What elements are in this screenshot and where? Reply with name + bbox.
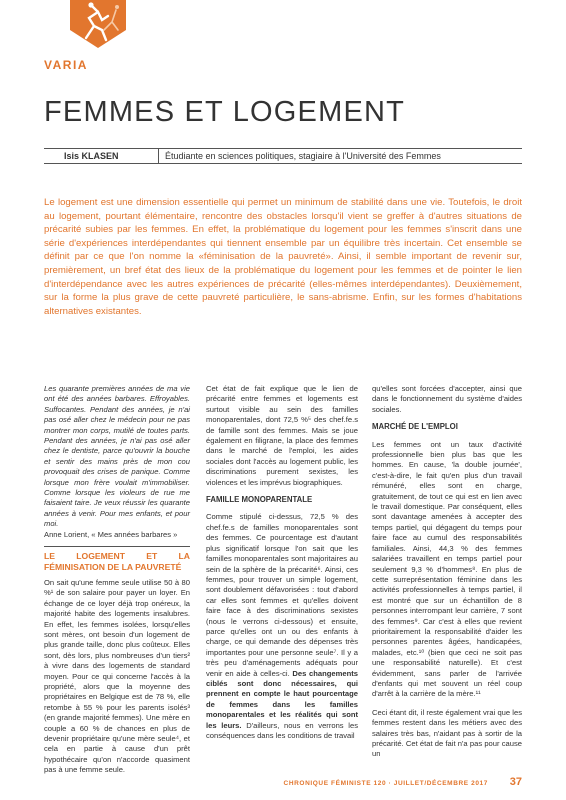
page-footer bbox=[280, 776, 522, 792]
epigraph-author: Anne Lorient, « Mes années barbares » bbox=[44, 529, 178, 539]
paragraph: qu'elles sont forcées d'accepter, ainsi que dans le fonctionnement du système d'aides sociales. bbox=[372, 384, 522, 414]
paragraph-text-end: D'ailleurs, nous en verrons les conséquences dans les conditions de travail bbox=[206, 720, 358, 740]
paragraph: Les femmes ont un taux d'activité professionnelle bien plus bas que les hommes. En cause, 'la double journée', c'est-à-dire, le fait qu'en plus d'un travail rémunéré, elles sont en charge, gratuitement, de tout ce qui est en lien avec le travail domestique. Par conséquent, elles sont davantage amenées à accepter des temps partiel, qui dégagent du temps pour faire face au cumul des responsabilités familiales. Ainsi, 44,3 % des femmes salariées travaillent en temps partiel pour seulement 9,3 % d'hommes⁸. En plus de cette surreprésentation féminine dans les activités professionnelles à temps partiel, il est montré que sur un échantillon de 8 personnes interrompant leur carrière, 7 sont des femmes⁹. Car c'est à elles que revient prioritairement la responsabilité d'aider les personnes parentes âgées, handicapées, malades, etc.¹⁰ (bien que ceci ne soit pas une responsabilité naturelle). Et c'est évidemment, sans parler de l'arrivée d'enfants qui met souvent un réel coup d'arrêt à la carrière de la mère.¹¹ bbox=[372, 439, 522, 699]
epigraph-quote: Les quarante premières années de ma vie ont été des années barbares. Effroyables. Suffocantes. Pendant des années, je n'ai pas osé aller chez le médecin pour ne pas montrer mon corps, mutilé de toutes parts. Pendant des années, je n'ai pas osé aller chez le dentiste, parce qu'ouvrir la bouche et sentir des mains près de mon cou provoquait des crises de panique. Comme lorsque mon frère voulait m'immobiliser. Comme lorsque les violeurs de rue me faisaient taire. Je veux réussir les quarante années à venir. Pour mes enfants, et pour moi. bbox=[44, 384, 190, 529]
page-number: 37 bbox=[509, 776, 522, 788]
column-1 bbox=[44, 384, 190, 776]
paragraph bbox=[206, 512, 358, 741]
column-2 bbox=[206, 384, 358, 741]
author-name: Isis KLASEN bbox=[64, 151, 119, 161]
author-affiliation: Étudiante en sciences politiques, stagiaire à l'Université des Femmes bbox=[158, 149, 441, 163]
section-heading-feminisation: LE LOGEMENT ET LA FÉMINISATION DE LA PAUVRETÉ bbox=[44, 546, 190, 572]
running-figures-emblem-icon bbox=[62, 0, 134, 48]
paragraph: Ceci étant dit, il reste également vrai que les femmes restent dans les métiers avec des salaires très bas, n'aidant pas à sortir de la précarité. Cet état de fait n'a pas pour cause un bbox=[372, 707, 522, 759]
section-heading-emploi: MARCHÉ DE L'EMPLOI bbox=[372, 422, 458, 432]
paragraph-text: Comme stipulé ci-dessus, 72,5 % des chef.fe.s de familles monoparentales sont des femmes. Ce pourcentage est d'autant plus significatif lorsque l'on sait que les familles monoparentales sont majoritaires au sein de la sphère de la précarité⁶. Ainsi, ces femmes, pour trouver un simple logement, sont doublement défavorisées : tout d'abord car elles sont femmes et qu'elles doivent faire face à des discriminations sexistes (nous le verrons ci-dessous) et ensuite, parce qu'elles ont un ou des enfants à charge, ce qui demande des dépenses très importantes pour une personne seule⁷. Il y a très peu d'aménagements adéquats pour venir en aide à celles-ci. bbox=[206, 512, 358, 678]
article-intro: Le logement est une dimension essentielle qui permet un minimum de stabilité dans une vie. Toutefois, le droit au logement, pourtant élémentaire, rencontre des obstacles lorsqu'il vient se greffer à d'autres situations de précarité subies par les femmes. En effet, la problématique du logement pour les femmes s'inscrit dans une série d'expériences interdépendantes qui tiennent ensemble par un équilibre très incertain. Cet ensemble se définit par ce que l'on nomme la «féminisation de la pauvreté». Ainsi, il semble important de revenir sur, premièrement, un bref état des lieux de la problématique du logement pour les femmes et de pointer le lien d'interdépendance avec les autres expériences de précarité (elles-mêmes interdépendantes). Deuxièmement, sur la forme la plus grave de cette pauvreté particulière, le sans-abrisme. Enfin, sur les formes d'habitations alternatives existantes. bbox=[44, 197, 522, 317]
paragraph-bold-text: Des changements ciblés sont donc nécessaires, qui prennent en compte le haut pourcentage de femmes dans les familles monoparentales et les réalités qui sont les leurs. bbox=[206, 668, 358, 730]
article-title: FEMMES ET LOGEMENT bbox=[44, 96, 406, 128]
section-heading-famille: FAMILLE MONOPARENTALE bbox=[206, 495, 313, 505]
paragraph: Cet état de fait explique que le lien de précarité entre femmes et logements est surtout visible au sein des familles monoparentales, dont 72,5 %⁵ des chef.fe.s de famille sont des femmes. Mais se joue également en filigrane, la place des femmes dans le marché de l'emploi, les aides sociales dont l'accès au logement public, les discriminations purement sexistes, les violences et les imprévus biographiques. bbox=[206, 384, 358, 487]
section-label: VARIA bbox=[44, 58, 88, 72]
publication-name: CHRONIQUE FÉMINISTE 120 · JUILLET/DÉCEMBRE 2017 bbox=[283, 780, 488, 787]
paragraph: On sait qu'une femme seule utilise 50 à 80 %¹ de son salaire pour payer un loyer. En échange de ce loyer déjà trop onéreux, la majorité habite des logements insalubres. En effet, les femmes isolées, lorsqu'elles sont mères, ont besoin d'un logement de plus grande taille, donc plus coûteux. Elles sont, dès lors, plus nombreuses d'un tiers² à vivre dans des logements de standard moyen. Pour ce qui concerne l'accès à la propriété, alors que la moyenne des propriétaires en Belgique est de 78 %, elle retombe à 55 % pour les parents isolés³ (en grande majorité femmes). Une mère en couple a 60 % de chances en plus de devenir propriétaire qu'une mère seule⁴, et cela en partie à cause d'un prêt hypothécaire qu'on n'accorde quasiment pas à une femme seule. bbox=[44, 577, 190, 775]
byline bbox=[44, 148, 522, 164]
column-3 bbox=[372, 384, 522, 760]
